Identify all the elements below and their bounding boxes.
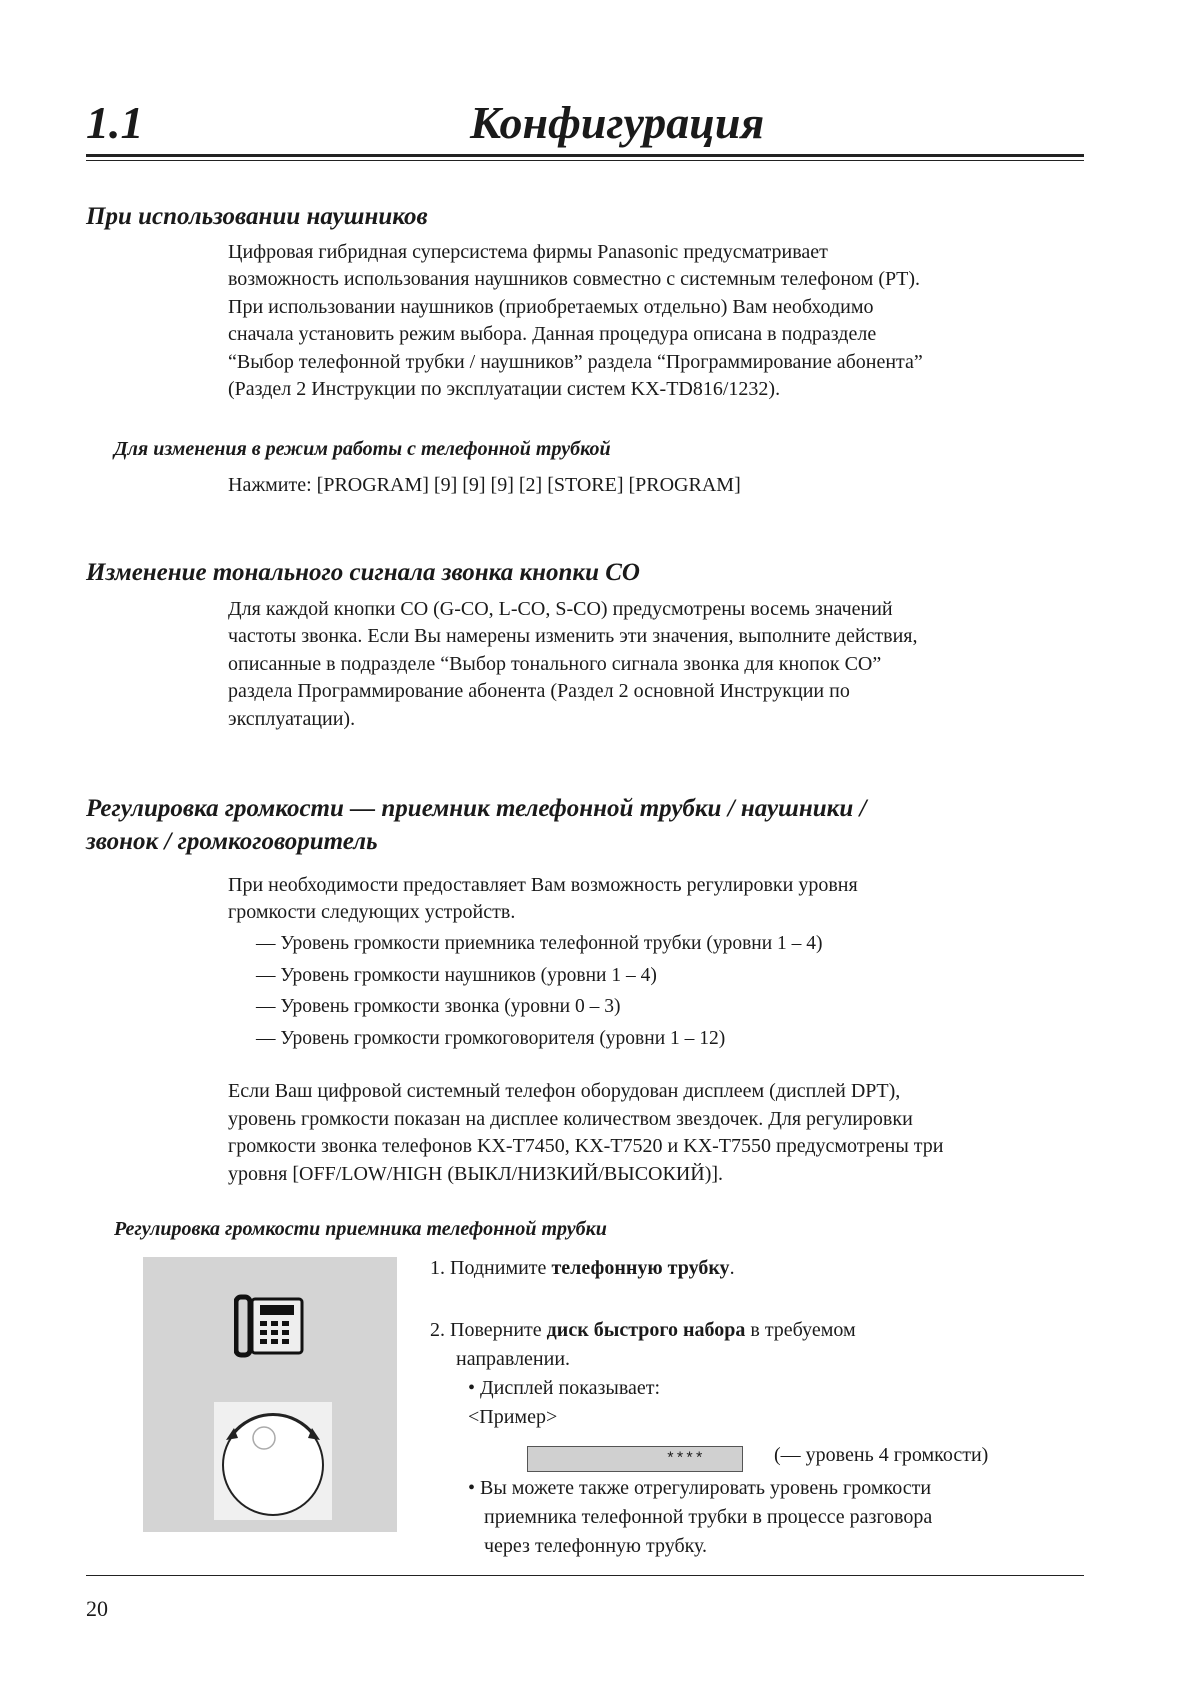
step-key: диск быстрого набора [546,1319,746,1341]
volume-heading-line: Регулировка громкости — приемник телефонной трубки / наушники / [86,795,867,822]
step-key: телефонную трубку [551,1257,730,1279]
jog-dial-icon [214,1402,332,1520]
section-number: 1.1 [86,97,144,148]
paragraph-line: громкости звонка телефонов KX-T7450, KX-T7520 и KX-T7550 предусмотрены три [228,1135,944,1157]
co-ring-heading: Изменение тонального сигнала звонка кнопки CO [86,559,640,586]
list-item: — Уровень громкости громкоговорителя (уровни 1 – 12) [256,1023,823,1055]
step-1 [430,1254,1070,1283]
paragraph-line: возможность использования наушников совместно с системным телефоном (PT). [228,268,920,291]
dpt-paragraph [228,1078,1098,1188]
note [468,1474,1068,1561]
headset-heading: При использовании наушников [86,203,428,230]
step-line: • Дисплей показывает: [468,1377,661,1399]
paragraph-line: эксплуатации). [228,707,356,730]
note-line: приемника телефонной трубки в процессе разговора [484,1506,933,1528]
paragraph-line: уровень громкости показан на дисплее количеством звездочек. Для регулировки [228,1107,913,1130]
paragraph-line: описанные в подразделе “Выбор тонального сигнала звонка для кнопок CO” [228,652,882,675]
co-ring-paragraph [228,596,1078,733]
list-item: — Уровень громкости звонка (уровни 0 – 3) [256,991,823,1023]
page-number: 20 [86,1596,108,1621]
step-line [430,1316,1070,1345]
headset-paragraph [228,239,1078,403]
header-rule-thin [86,160,1084,161]
paragraph-line: “Выбор телефонной трубки / наушников” раздела “Программирование абонента” [228,350,923,373]
paragraph-line: раздела Программирование абонента (Раздел 2 основной Инструкции по [228,680,850,703]
step-text: в требуемом [745,1319,856,1341]
step-text: 2. Поверните [430,1319,547,1341]
step-line: <Пример> [468,1406,558,1428]
telephone-icon [234,1293,306,1359]
paragraph-line: громкости следующих устройств. [228,901,516,924]
lcd-caption: (— уровень 4 громкости) [774,1444,989,1466]
press-instruction: Нажмите: [PROGRAM] [9] [9] [9] [2] [STORE] [PROGRAM] [228,474,741,496]
paragraph-line: уровня [OFF/LOW/HIGH (ВЫКЛ/НИЗКИЙ/ВЫСОКИЙ)]. [228,1162,724,1185]
handset-mode-subheading: Для изменения в режим работы с телефонной трубкой [114,438,611,460]
step-2 [430,1316,1070,1432]
note-line: через телефонную трубку. [484,1535,708,1557]
volume-levels-list [256,928,823,1054]
paragraph-line: При необходимости предоставляет Вам возможность регулировки уровня [228,874,858,896]
paragraph-line: (Раздел 2 Инструкции по эксплуатации систем KX-TD816/1232). [228,378,781,401]
header-rule [86,154,1084,157]
paragraph-line: При использовании наушников (приобретаемых отдельно) Вам необходимо [228,295,874,318]
paragraph-line: Если Ваш цифровой системный телефон оборудован дисплеем (дисплей DPT), [228,1080,901,1102]
volume-heading-line: звонок / громкоговоритель [86,828,378,855]
paragraph-line: Для каждой кнопки CO (G-CO, L-CO, S-CO) предусмотрены восемь значений [228,598,893,620]
step-text: . [729,1257,735,1279]
lcd-display: **** [527,1446,743,1472]
volume-heading [86,792,866,858]
handset-volume-subheading: Регулировка громкости приемника телефонной трубки [114,1218,607,1240]
list-item: — Уровень громкости приемника телефонной трубки (уровни 1 – 4) [256,928,823,960]
step-line: направлении. [456,1348,571,1370]
paragraph-line: частоты звонка. Если Вы намерены изменить эти значения, выполните действия, [228,625,918,648]
list-item: — Уровень громкости наушников (уровни 1 – 4) [256,960,823,992]
footer-rule [86,1575,1084,1576]
step-text: 1. Поднимите [430,1257,552,1279]
paragraph-line: сначала установить режим выбора. Данная процедура описана в подразделе [228,323,877,346]
note-line: • Вы можете также отрегулировать уровень громкости [468,1477,932,1499]
section-title: Конфигурация [470,97,765,148]
volume-intro [228,872,1078,927]
paragraph-line: Цифровая гибридная суперсистема фирмы Panasonic предусматривает [228,241,828,263]
